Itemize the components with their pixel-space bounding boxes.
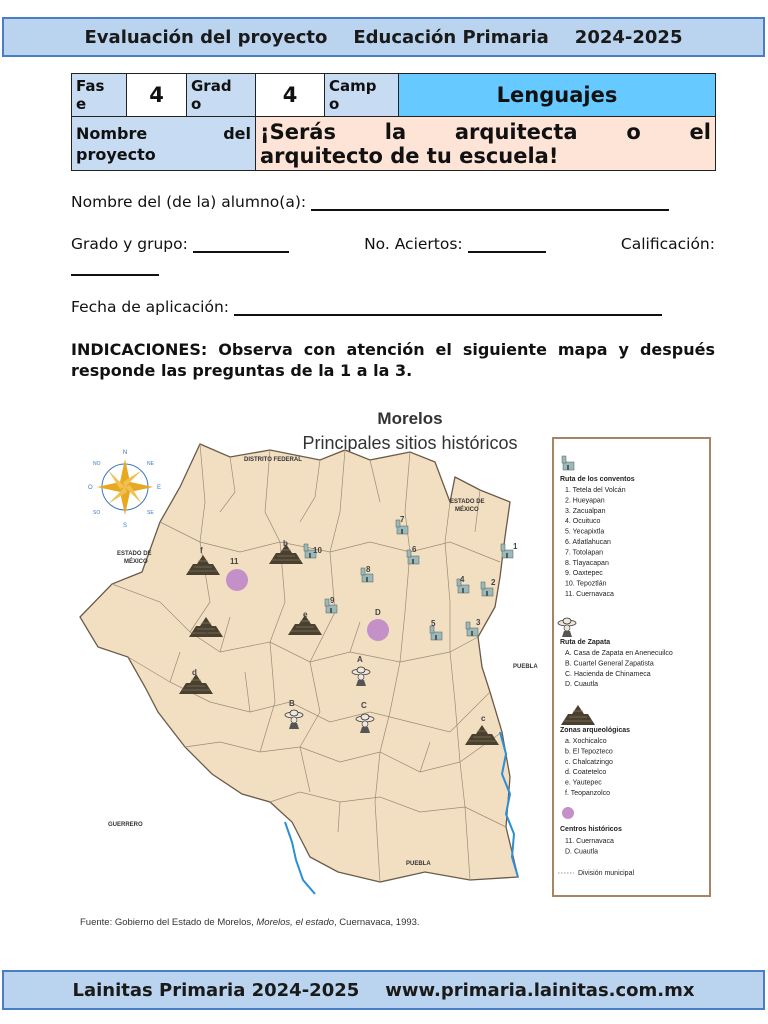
legend-arqueo-title: Zonas arqueológicas xyxy=(560,727,631,734)
legend-arqueo-item: f. Teopanzolco xyxy=(565,790,611,797)
legend-convento-item: 4. Ocuituco xyxy=(565,518,601,526)
instructions-text: Observa con atención el siguiente mapa y después responde las preguntas de la 1 a la 3. xyxy=(71,340,715,380)
compass-rose-icon xyxy=(88,450,161,529)
student-name-blank[interactable] xyxy=(311,193,669,211)
map-subtitle: Principales sitios históricos xyxy=(302,433,518,453)
footer-url[interactable]: www.primaria.lainitas.com.mx xyxy=(385,979,695,1001)
svg-text:f: f xyxy=(200,546,203,555)
svg-text:b: b xyxy=(283,539,288,548)
legend-convento-item: 11. Cuernavaca xyxy=(565,591,614,598)
svg-text:d: d xyxy=(192,668,197,677)
svg-text:SE: SE xyxy=(147,510,154,516)
svg-text:c: c xyxy=(481,714,486,723)
svg-text:S: S xyxy=(122,523,128,529)
hits-blank[interactable] xyxy=(468,235,546,253)
label-edomex-right-1: ESTADO DE xyxy=(450,499,485,505)
legend-centro-item: 11. Cuernavaca xyxy=(565,838,614,845)
student-name-label: Nombre del (de la) alumno(a): xyxy=(71,193,307,211)
legend-arqueo-item: c. Chalcatzingo xyxy=(565,758,613,766)
legend-convento-item: 8. Tlayacapan xyxy=(565,559,609,567)
svg-text:6: 6 xyxy=(412,545,417,554)
map-title: Morelos xyxy=(377,409,443,428)
label-edomex-right-2: MÉXICO xyxy=(455,507,479,513)
legend-division: División municipal xyxy=(578,870,635,877)
svg-text:E: E xyxy=(157,485,162,491)
label-edomex-left-2: MÉXICO xyxy=(124,559,148,565)
map-legend xyxy=(553,438,710,896)
footer-left: Lainitas Primaria 2024-2025 xyxy=(72,979,360,1001)
legend-convento-item: 6. Atlatlahucan xyxy=(565,539,611,546)
legend-convento-item: 9. Oaxtepec xyxy=(565,570,603,578)
svg-text:D: D xyxy=(375,608,381,617)
fase-label: Fas e xyxy=(72,74,127,117)
label-guerrero: GUERRERO xyxy=(108,822,143,828)
legend-zapata-item: C. Hacienda de Chinameca xyxy=(565,670,651,678)
project-label: Nombre del proyecto xyxy=(72,117,256,171)
center-D-icon xyxy=(367,619,389,641)
header-banner xyxy=(2,17,765,57)
map-source: Fuente: Gobierno del Estado de Morelos, Morelos, el estado, Cuernavaca, 1993. xyxy=(80,917,420,928)
hits-label: No. Aciertos: xyxy=(364,235,463,253)
svg-text:7: 7 xyxy=(400,515,405,524)
score-label: Calificación: xyxy=(620,235,715,253)
svg-text:A: A xyxy=(357,655,363,664)
legend-arqueo-item: e. Yautepec xyxy=(565,779,602,787)
svg-text:a: a xyxy=(204,629,209,638)
score-blank-row xyxy=(71,258,715,276)
svg-text:3: 3 xyxy=(476,618,481,627)
header-level: Educación Primaria xyxy=(353,26,549,48)
svg-text:B: B xyxy=(289,699,295,708)
header-title: Evaluación del proyecto xyxy=(84,26,328,48)
svg-text:10: 10 xyxy=(313,546,322,555)
footer-banner xyxy=(2,970,765,1010)
label-df: DISTRITO FEDERAL xyxy=(244,457,302,463)
svg-text:NE: NE xyxy=(147,461,154,467)
svg-text:4: 4 xyxy=(460,575,465,584)
legend-zapata-item: B. Cuartel General Zapatista xyxy=(565,660,654,668)
label-edomex-left-1: ESTADO DE xyxy=(117,551,152,557)
campo-value: Lenguajes xyxy=(399,74,716,117)
legend-zapata-item: D. Cuautla xyxy=(565,681,599,689)
legend-convento-item: 7. Totolapan xyxy=(565,549,604,557)
legend-arqueo-item: b. El Tepozteco xyxy=(565,748,613,756)
svg-text:8: 8 xyxy=(366,565,371,574)
state-outline xyxy=(80,444,518,882)
grade-row xyxy=(71,235,715,253)
label-puebla-right: PUEBLA xyxy=(513,664,538,670)
svg-text:11: 11 xyxy=(230,557,239,566)
svg-text:NO: NO xyxy=(93,461,101,467)
label-puebla-bottom: PUEBLA xyxy=(406,861,431,867)
svg-text:SO: SO xyxy=(93,510,101,516)
legend-centro-item: D. Cuautla xyxy=(565,848,599,856)
legend-convento-item: 10. Tepoztlán xyxy=(565,580,607,588)
grado-label: Grad o xyxy=(187,74,256,117)
svg-text:e: e xyxy=(303,610,308,619)
legend-zapata-title: Ruta de Zapata xyxy=(560,639,611,646)
legend-convento-item: 1. Tetela del Volcán xyxy=(565,487,626,494)
score-blank[interactable] xyxy=(71,258,159,276)
svg-text:5: 5 xyxy=(431,619,436,628)
legend-conventos-title: Ruta de los conventos xyxy=(560,476,635,483)
legend-convento-item: 5. Yecapixtla xyxy=(565,528,605,536)
legend-arqueo-item: d. Coatetelco xyxy=(565,769,607,777)
morelos-map xyxy=(70,402,715,937)
instructions-bold: INDICACIONES: xyxy=(71,340,208,359)
instructions xyxy=(71,339,715,381)
svg-text:N: N xyxy=(122,450,128,456)
date-row xyxy=(71,298,715,316)
grade-blank[interactable] xyxy=(193,235,289,253)
svg-text:9: 9 xyxy=(330,596,335,605)
legend-convento-item: 3. Zacualpan xyxy=(565,507,606,515)
grade-label: Grado y grupo: xyxy=(71,235,188,253)
svg-text:2: 2 xyxy=(491,578,496,587)
date-label: Fecha de aplicación: xyxy=(71,298,230,316)
header-year: 2024-2025 xyxy=(574,26,683,48)
legend-zapata-item: A. Casa de Zapata en Anenecuilco xyxy=(565,650,673,657)
svg-text:C: C xyxy=(361,701,367,710)
svg-text:1: 1 xyxy=(513,542,518,551)
campo-label: Camp o xyxy=(325,74,399,117)
legend-centros-title: Centros históricos xyxy=(560,826,622,833)
legend-arqueo-item: a. Xochicalco xyxy=(565,738,607,745)
grado-value: 4 xyxy=(256,74,325,117)
svg-text:O: O xyxy=(88,485,93,491)
center-11-icon xyxy=(226,569,248,591)
info-table xyxy=(71,73,716,171)
fase-value: 4 xyxy=(127,74,187,117)
date-blank[interactable] xyxy=(234,298,662,316)
legend-convento-item: 2. Hueyapan xyxy=(565,497,605,505)
project-name: ¡Serás la arquitecta o el arquitecto de tu escuela! xyxy=(256,117,716,171)
student-name-row xyxy=(71,193,715,211)
